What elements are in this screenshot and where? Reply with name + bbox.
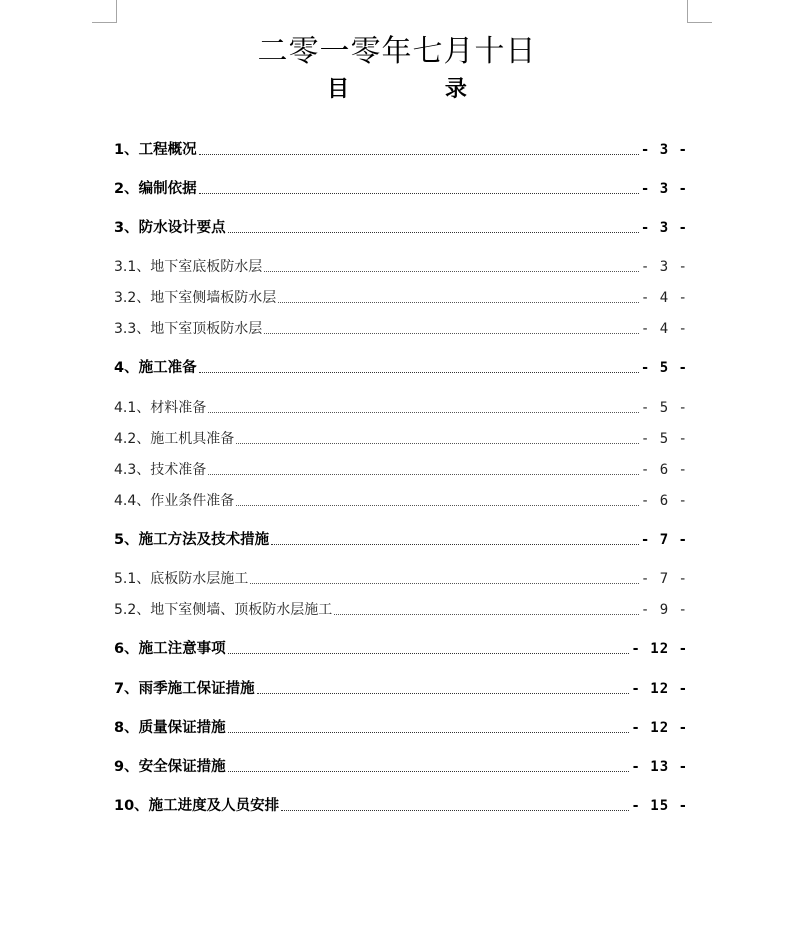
document-date-title: 二零一零年七月十日 (257, 34, 537, 69)
toc-dot-leader (236, 504, 639, 506)
toc-dot-leader (228, 731, 630, 733)
toc-page-number: - 3 - (640, 220, 688, 236)
toc-entry-title: 7、雨季施工保证措施 (114, 681, 255, 697)
toc-entry-title: 4.1、材料准备 (114, 400, 207, 416)
toc-page-number: - 15 - (631, 798, 688, 814)
toc-entry-title: 4、施工准备 (114, 360, 197, 376)
toc-dot-leader (271, 543, 639, 545)
toc-dot-leader (250, 582, 639, 584)
toc-entry-title: 4.4、作业条件准备 (114, 493, 235, 509)
toc-page-number: - 3 - (640, 181, 688, 197)
toc-page-number: - 5 - (640, 431, 688, 447)
toc-entry-title: 10、施工进度及人员安排 (114, 798, 280, 814)
toc-entry-title: 9、安全保证措施 (114, 759, 226, 775)
toc-entry[interactable] (114, 679, 688, 699)
toc-dot-leader (208, 411, 639, 413)
toc-entry[interactable] (114, 257, 688, 277)
toc-page-number: - 12 - (631, 641, 688, 657)
toc-dot-leader (334, 613, 639, 615)
toc-page-number: - 4 - (640, 321, 688, 337)
toc-entry-title: 2、编制依据 (114, 181, 197, 197)
toc-dot-leader (199, 192, 639, 194)
toc-page-number: - 7 - (640, 532, 688, 548)
toc-page-number: - 3 - (640, 142, 688, 158)
toc-entry[interactable] (114, 639, 688, 659)
toc-page-number: - 9 - (640, 602, 688, 618)
toc-entry[interactable] (114, 600, 688, 620)
page-corner-mark-right (687, 0, 712, 23)
toc-entry-title: 4.2、施工机具准备 (114, 431, 235, 447)
toc-dot-leader (264, 270, 639, 272)
page-corner-mark-left (92, 0, 117, 23)
toc-page-number: - 12 - (631, 681, 688, 697)
toc-dot-leader (199, 153, 639, 155)
toc-entry[interactable] (114, 429, 688, 449)
toc-dot-leader (199, 371, 639, 373)
toc-entry[interactable] (114, 140, 688, 160)
toc-entry-title: 5.2、地下室侧墙、顶板防水层施工 (114, 602, 333, 618)
toc-entry-title: 3.2、地下室侧墙板防水层 (114, 290, 277, 306)
toc-entry-title: 6、施工注意事项 (114, 641, 226, 657)
toc-dot-leader (208, 473, 639, 475)
toc-page-number: - 7 - (640, 571, 688, 587)
toc-entry[interactable] (114, 179, 688, 199)
toc-entry-title: 8、质量保证措施 (114, 720, 226, 736)
toc-entry-title: 5.1、底板防水层施工 (114, 571, 249, 587)
toc-entry-title: 3.1、地下室底板防水层 (114, 259, 263, 275)
toc-entry[interactable] (114, 460, 688, 480)
toc-entry-title: 5、施工方法及技术措施 (114, 532, 270, 548)
toc-entry[interactable] (114, 757, 688, 777)
toc-dot-leader (228, 231, 639, 233)
toc-page-number: - 5 - (640, 400, 688, 416)
toc-dot-leader (264, 332, 639, 334)
toc-page-number: - 6 - (640, 462, 688, 478)
toc-entry[interactable] (114, 398, 688, 418)
toc-entry[interactable] (114, 569, 688, 589)
toc-page-number: - 4 - (640, 290, 688, 306)
toc-dot-leader (228, 652, 630, 654)
toc-page-number: - 6 - (640, 493, 688, 509)
toc-entry-title: 3、防水设计要点 (114, 220, 226, 236)
toc-dot-leader (278, 301, 639, 303)
toc-entry-title: 3.3、地下室顶板防水层 (114, 321, 263, 337)
toc-entry[interactable] (114, 218, 688, 238)
toc-dot-leader (281, 809, 629, 811)
toc-entry[interactable] (114, 718, 688, 738)
toc-page-number: - 5 - (640, 360, 688, 376)
toc-dot-leader (228, 770, 630, 772)
toc-entry[interactable] (114, 319, 688, 339)
toc-page-number: - 3 - (640, 259, 688, 275)
toc-entry[interactable] (114, 796, 688, 816)
toc-entry[interactable] (114, 358, 688, 378)
toc-heading: 目 录 (327, 77, 511, 102)
toc-page-number: - 13 - (631, 759, 688, 775)
toc-page-number: - 12 - (631, 720, 688, 736)
toc-entry-title: 1、工程概况 (114, 142, 197, 158)
toc-entry[interactable] (114, 288, 688, 308)
toc-entry-title: 4.3、技术准备 (114, 462, 207, 478)
toc-entry[interactable] (114, 491, 688, 511)
toc-dot-leader (236, 442, 639, 444)
toc-dot-leader (257, 692, 630, 694)
toc-entry[interactable] (114, 530, 688, 550)
